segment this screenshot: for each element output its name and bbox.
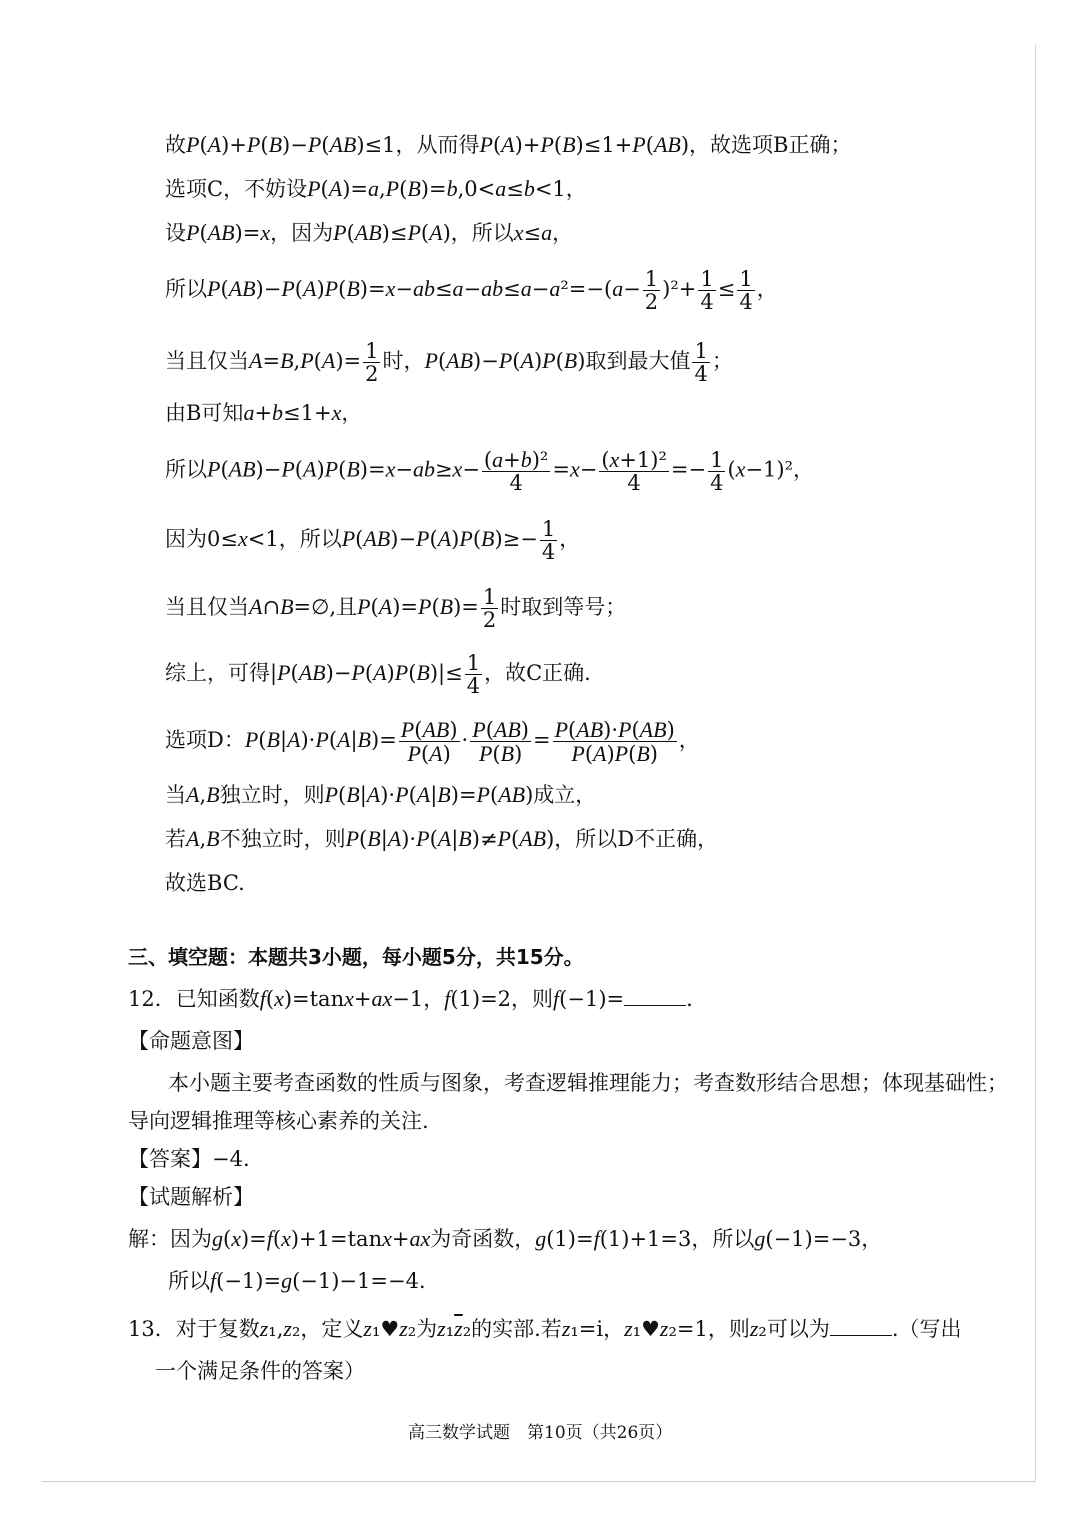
q13-stem-1: 13．对于复数z₁,z₂，定义z₁♥z₂为$z_1\overline{z}_2$的实部.若z₁=i，z₁♥z₂=1，则z₂可以为 .（写出 — [128, 1316, 962, 1341]
q12-solution-1: 解：因为g(x)=f(x)+1=tanx+ax为奇函数，g(1)=f(1)+1=3，所以g(−1)=−3， — [128, 1226, 883, 1251]
q12-solution-2: 所以f(−1)=g(−1)−1=−4. — [168, 1268, 426, 1293]
q12-answer: 【答案】−4. — [128, 1147, 250, 1171]
solution-line-4: 所以P(AB)−P(A)P(B)=x−ab≤a−ab≤a−a²=−(a− $\frac{1}{2}$ )²+ $\frac{1}{4}$ ≤ $\frac{1}{4}$ ， — [165, 267, 778, 315]
solution-line-14: 故选BC. — [165, 871, 245, 895]
page-footer: 高三数学试题 第10页（共26页） — [408, 1423, 673, 1443]
q12-analysis-label: 【试题解析】 — [128, 1185, 254, 1209]
solution-line-6: 由B可知a+b≤1+x， — [165, 400, 363, 425]
solution-line-1: 故P(A)+P(B)−P(AB)≤1，从而得P(A)+P(B)≤1+P(AB)，故选项B正确； — [165, 132, 852, 157]
solution-line-2: 选项C，不妨设P(A)=a,P(B)=b,0<a≤b<1， — [165, 176, 587, 201]
solution-line-7: 所以P(AB)−P(A)P(B)=x−ab≥x− $\frac{\text{(a+b)²}}{4}$ =x− $\frac{\text{(x+1)²}}{4}$ =− $\frac{1}{4}$ (x−1)²， — [165, 447, 815, 496]
solution-line-5: 当且仅当A=B,P(A)= $\frac{1}{2}$ 时，P(AB)−P(A)P(B)取到最大值 $\frac{1}{4}$ ； — [165, 339, 733, 387]
q12-stem: 12．已知函数f(x)=tanx+ax−1，f(1)=2，则f(−1)= . — [128, 986, 693, 1011]
q12-intent-label: 【命题意图】 — [128, 1029, 254, 1053]
solution-line-9: 当且仅当A∩B=∅,且P(A)=P(B)= $\frac{1}{2}$ 时取到等号； — [165, 585, 627, 633]
solution-line-13: 若A,B不独立时，则P(B|A)·P(A|B)≠P(AB)，所以D不正确， — [165, 826, 719, 851]
q12-intent-text-1: 本小题主要考查函数的性质与图象，考查逻辑推理能力；考查数形结合思想；体现基础性； — [168, 1071, 1008, 1095]
q13-stem-2: 一个满足条件的答案） — [155, 1359, 365, 1383]
solution-line-8: 因为0≤x<1，所以P(AB)−P(A)P(B)≥− $\frac{1}{4}$ ， — [165, 517, 581, 565]
solution-line-12: 当A,B独立时，则P(B|A)·P(A|B)=P(AB)成立， — [165, 782, 597, 807]
solution-line-3: 设P(AB)=x，因为P(AB)≤P(A)，所以x≤a， — [165, 220, 574, 245]
solution-line-10: 综上，可得|P(AB)−P(A)P(B)|≤ $\frac{1}{4}$ ，故C正确. — [165, 651, 591, 699]
solution-line-11: 选项D：P(B|A)·P(A|B)= $\frac{P(AB)}{P(A)}$ · $\frac{P(AB)}{P(B)}$ = $\frac{P(AB)\cdot P(AB)}{P(A)P(B)}$ ， — [165, 717, 700, 767]
section-3-heading: 三、填空题：本题共3小题，每小题5分，共15分。 — [128, 945, 584, 969]
q12-intent-text-2: 导向逻辑推理等核心素养的关注. — [128, 1109, 429, 1133]
